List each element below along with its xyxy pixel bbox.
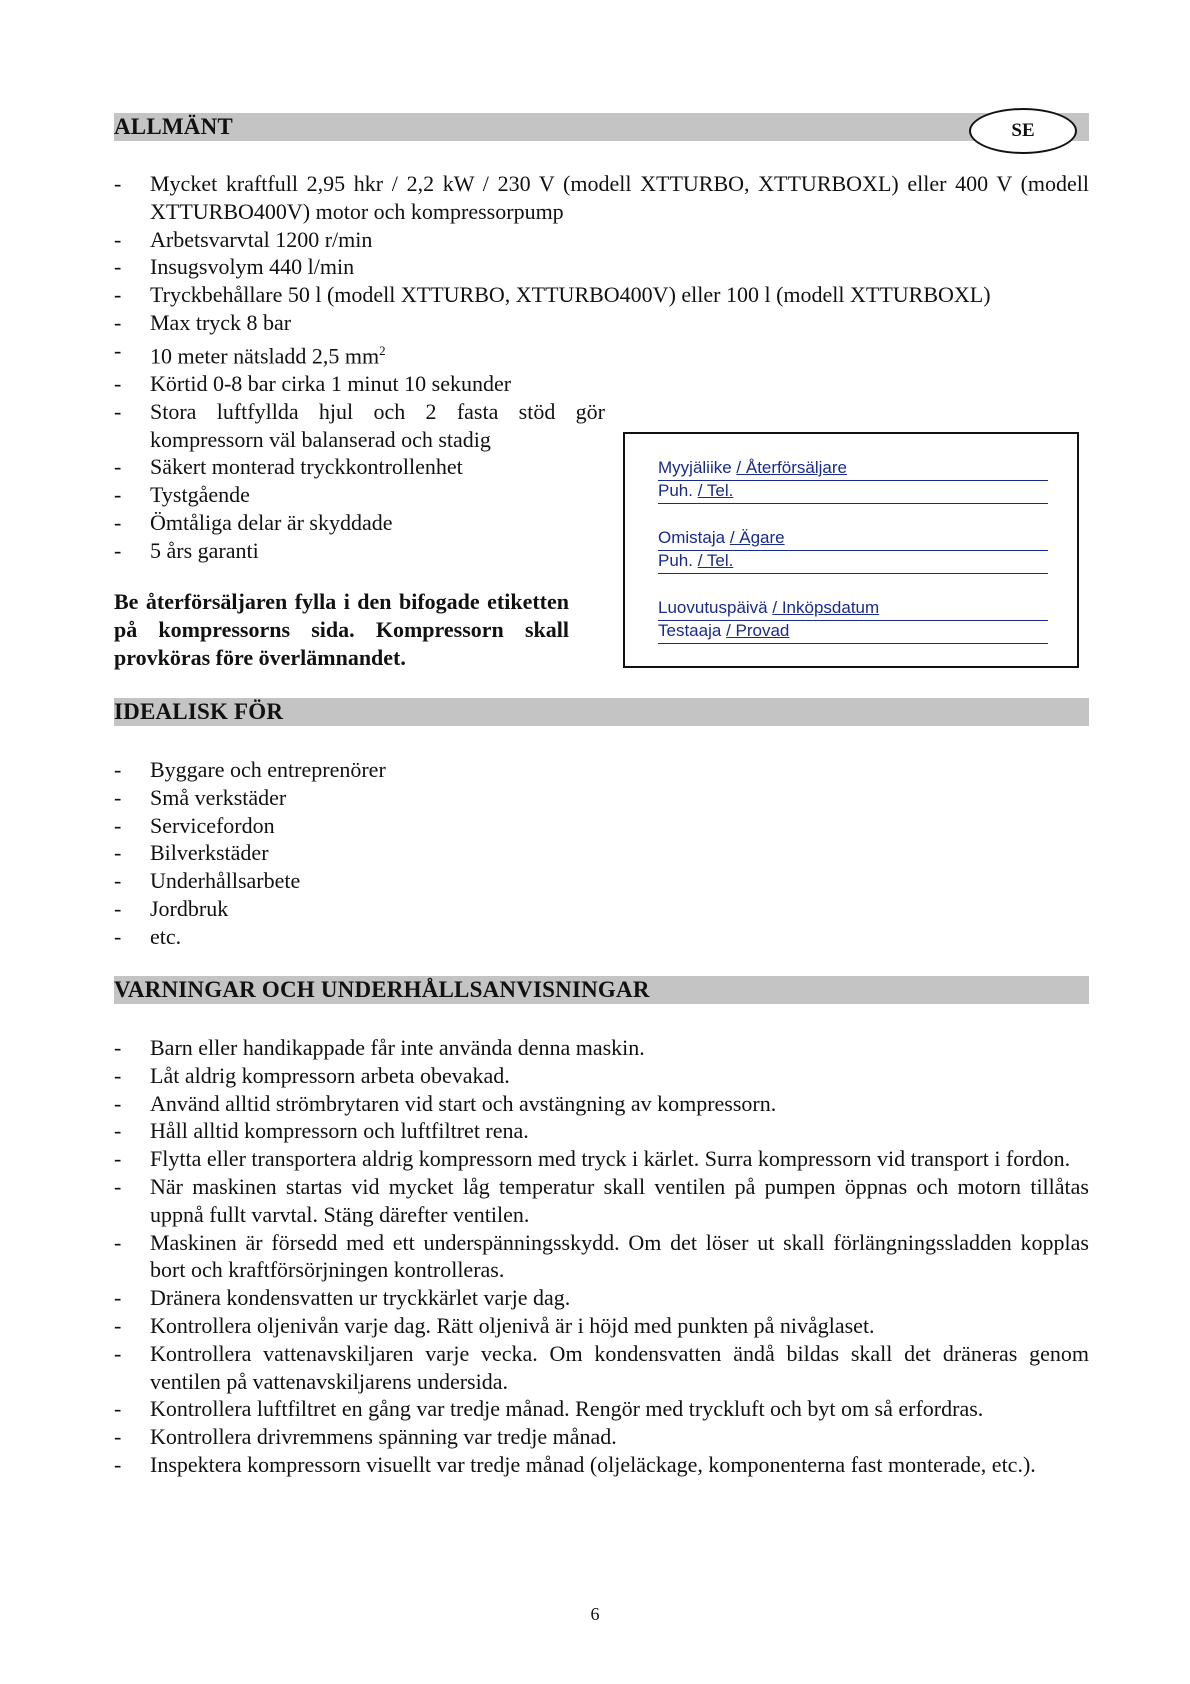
- dealer-note: Be återförsäljaren fylla i den bifogade etiketten på kompressorns sida. Kompressorn skall provköras före överlämnandet.: [114, 589, 569, 670]
- list-item: - Flytta eller transportera aldrig kompressorn med tryck i kärlet. Surra kompressorn vid transport i fordon.: [114, 1146, 1071, 1172]
- section-heading-varningar: VARNINGAR OCH UNDERHÅLLSANVISNINGAR: [114, 976, 1089, 1004]
- bullet-dash: -: [114, 482, 122, 508]
- warnings-list: [114, 1034, 1089, 1479]
- list-item: - Kontrollera oljenivån varje dag. Rätt oljenivå är i höjd med punkten på nivåglaset.: [114, 1312, 875, 1338]
- list-item: - Kontrollera luftfiltret en gång var tredje månad. Rengör med tryckluft och byt om så erfordras.: [114, 1396, 984, 1422]
- bullet-dash: -: [114, 923, 122, 949]
- list-item: - Barn eller handikappade får inte använda denna maskin.: [114, 1035, 645, 1060]
- list-item: - Byggare och entreprenörer: [114, 757, 386, 782]
- list-item: - 10 meter nätsladd 2,5 $mm^2$: [114, 337, 386, 369]
- list-item: - Kontrollera drivremmens spänning var tredje månad.: [114, 1424, 617, 1450]
- page-number: 6: [590, 1604, 600, 1624]
- bullet-dash: -: [114, 1451, 122, 1477]
- bullet-dash: -: [114, 1090, 122, 1116]
- bullet-dash: -: [114, 226, 122, 252]
- label-row-purchase-date: Luovutuspäivä / Inköpsdatum: [658, 598, 1048, 621]
- bullet-dash: -: [114, 1062, 122, 1088]
- superscript: 2: [379, 342, 386, 358]
- bullet-dash: -: [114, 1035, 122, 1060]
- bullet-dash: -: [114, 1146, 122, 1172]
- bullet-dash: -: [114, 1340, 122, 1366]
- list-item: - Små verkstäder: [114, 784, 287, 810]
- bullet-dash: -: [114, 868, 122, 894]
- bullet-dash: -: [114, 1118, 122, 1144]
- section-heading-idealisk: IDEALISK FÖR: [114, 698, 1089, 726]
- list-item: - Insugsvolym 440 l/min: [114, 254, 355, 280]
- list-item: - Bilverkstäder: [114, 840, 269, 866]
- bullet-dash: -: [114, 509, 122, 535]
- list-item: - Jordbruk: [114, 895, 229, 921]
- list-item: - etc.: [114, 923, 182, 949]
- bullet-dash: -: [114, 282, 122, 308]
- list-item: - Körtid 0-8 bar cirka 1 minut 10 sekunder: [114, 370, 512, 396]
- list-item: - Kontrollera vattenavskiljaren varje vecka. Om kondensvatten ändå bildas skall det dräneras genom ventilen på vattenavskiljarens undersida.: [114, 1340, 1089, 1394]
- list-item: - Låt aldrig kompressorn arbeta obevakad.: [114, 1062, 510, 1088]
- bullet-dash: -: [114, 812, 122, 838]
- language-badge: SE: [969, 108, 1077, 154]
- label-row-tested-by: Testaaja / Provad: [658, 621, 1048, 644]
- list-item: - Tystgående: [114, 482, 250, 508]
- bullet-dash: -: [114, 309, 122, 335]
- bullet-dash: -: [114, 1173, 122, 1199]
- section-heading-allmant: ALLMÄNT: [114, 113, 1089, 141]
- list-item: - Max tryck 8 bar: [114, 309, 292, 335]
- list-item: - Använd alltid strömbrytaren vid start och avstängning av kompressorn.: [114, 1090, 777, 1116]
- bullet-dash: -: [114, 1229, 122, 1255]
- bullet-dash: -: [114, 171, 122, 196]
- list-item: - Maskinen är försedd med ett underspänningsskydd. Om det löser ut skall förlängningssladden kopplas bort och kraftförsörjningen kontrolleras.: [114, 1229, 1089, 1283]
- bullet-dash: -: [114, 784, 122, 810]
- bullet-dash: -: [114, 254, 122, 280]
- list-item: - Inspektera kompressorn visuellt var tredje månad (oljeläckage, komponenterna fast monterade, etc.).: [114, 1451, 1036, 1477]
- list-item: - Mycket kraftfull 2,95 hkr / 2,2 kW / 230 V (modell XTTURBO, XTTURBOXL) eller 400 V (modell XTTURBO400V) motor och kompressorpump: [114, 171, 1089, 224]
- label-row-owner: Omistaja / Ägare: [658, 528, 1048, 551]
- bullet-dash: -: [114, 1312, 122, 1338]
- bullet-dash: -: [114, 757, 122, 782]
- bullet-dash: -: [114, 454, 122, 480]
- list-item: - Ömtåliga delar är skyddade: [114, 509, 393, 535]
- list-item: - Håll alltid kompressorn och luftfiltret rena.: [114, 1118, 529, 1144]
- bullet-dash: -: [114, 1285, 122, 1311]
- bullet-dash: -: [114, 370, 122, 396]
- bullet-dash: -: [114, 398, 122, 424]
- label-row-dealer-phone: Puh. / Tel.: [658, 481, 1048, 504]
- bullet-dash: -: [114, 895, 122, 921]
- label-row-owner-phone: Puh. / Tel.: [658, 551, 1048, 574]
- ideal-for-list: [114, 756, 1089, 951]
- list-item: - 5 års garanti: [114, 537, 259, 563]
- bullet-dash: -: [114, 1396, 122, 1422]
- list-item: - Stora luftfyllda hjul och 2 fasta stöd gör kompressorn väl balanserad och stadig: [114, 398, 605, 452]
- bullet-dash: -: [114, 840, 122, 866]
- list-item: - Underhållsarbete: [114, 868, 301, 894]
- label-row-dealer: Myyjäliike / Återförsäljare: [658, 458, 1048, 481]
- bullet-dash: -: [114, 537, 122, 563]
- bullet-dash: -: [114, 337, 122, 363]
- dealer-label-box: [623, 432, 1079, 668]
- list-item: - Säkert monterad tryckkontrollenhet: [114, 454, 463, 480]
- list-item: - Dränera kondensvatten ur tryckkärlet varje dag.: [114, 1285, 571, 1311]
- list-item: - När maskinen startas vid mycket låg temperatur skall ventilen på pumpen öppnas och motorn tillåtas uppnå fullt varvtal. Stäng därefter ventilen.: [114, 1173, 1089, 1227]
- list-item: - Tryckbehållare 50 l (modell XTTURBO, XTTURBO400V) eller 100 l (modell XTTURBOXL): [114, 282, 991, 308]
- bullet-dash: -: [114, 1424, 122, 1450]
- list-item: - Arbetsvarvtal 1200 r/min: [114, 226, 373, 252]
- list-item: - Servicefordon: [114, 812, 275, 838]
